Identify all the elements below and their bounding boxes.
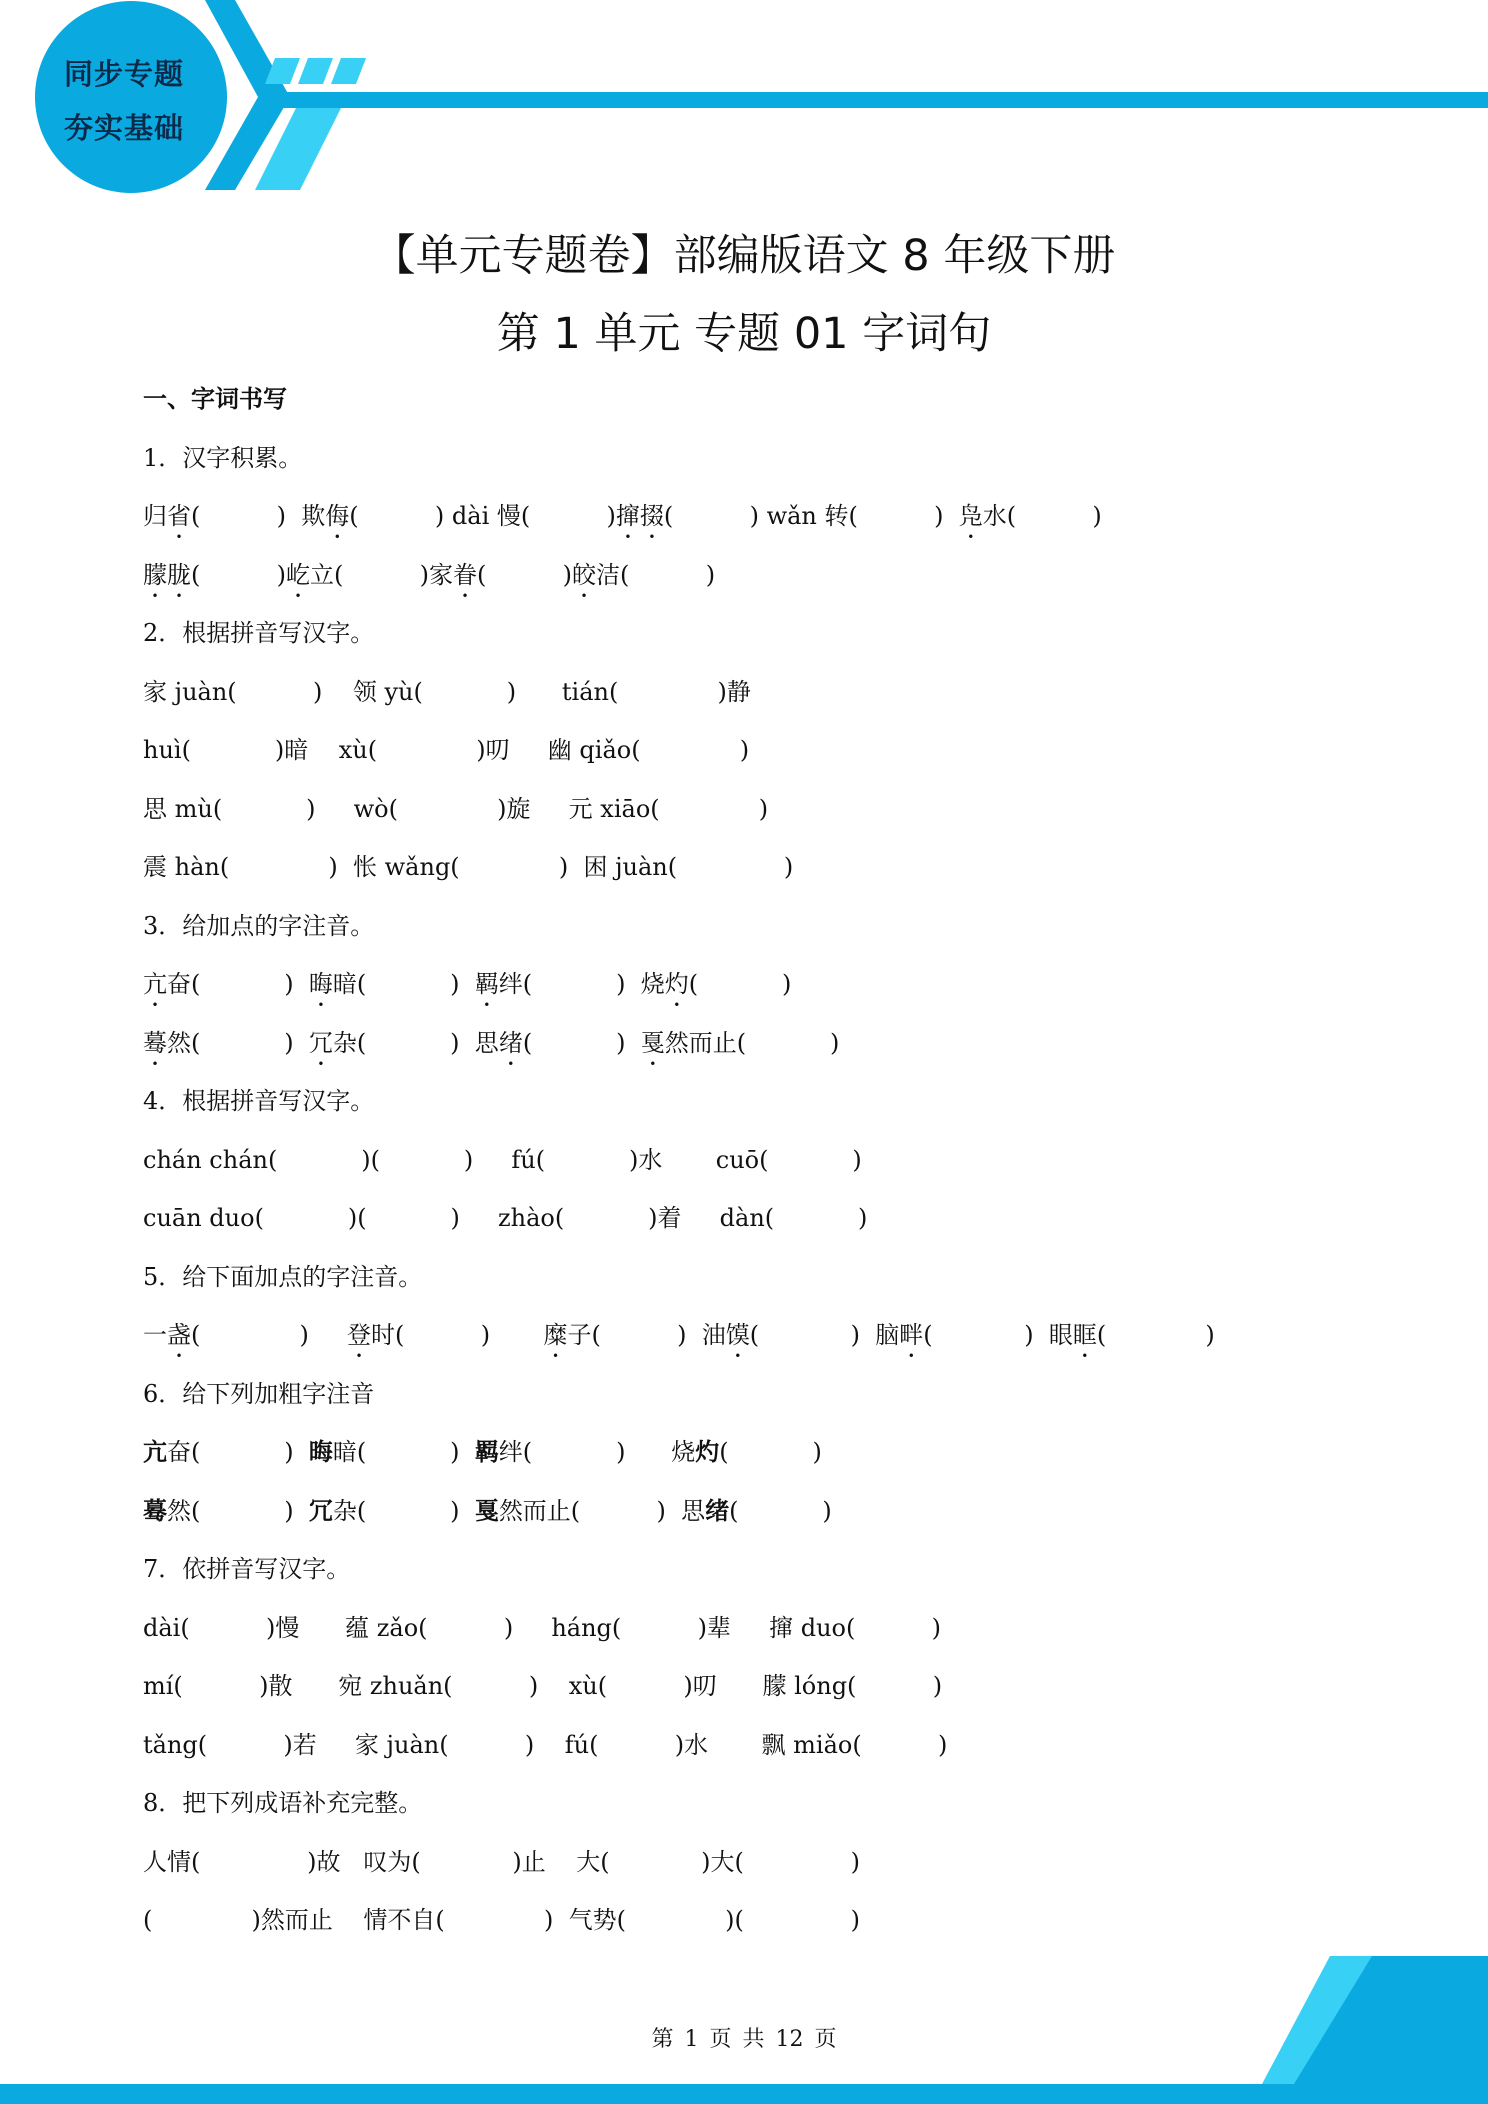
emphasized-char: 掇 — [639, 502, 664, 530]
emphasized-char: 糜 — [543, 1321, 568, 1349]
question-title: 8．把下列成语补充完整。 — [143, 1789, 423, 1817]
text-segment: ( ) — [729, 1496, 832, 1525]
text-segment: 然而止( ) — [664, 1028, 840, 1057]
text-segment: ( ) wǎn 转( ) — [663, 502, 959, 530]
text-segment: ( ) dài 慢( ) — [349, 502, 616, 530]
question-row — [143, 955, 1363, 1014]
question-row: cuān duo( )( ) zhào( )着 dàn( ) — [143, 1204, 868, 1232]
question-title: 2．根据拼音写汉字。 — [143, 619, 375, 647]
bold-char: 亢 — [143, 1438, 167, 1466]
emphasized-char: 蓦 — [143, 1028, 167, 1057]
question-row: tǎng( )若 家 juàn( ) fú( )水 飘 miǎo( ) — [143, 1730, 948, 1759]
text-segment: 奋( ) — [167, 1438, 309, 1466]
question-title: 7．依拼音写汉字。 — [143, 1555, 351, 1583]
text-segment: 立( )家 — [310, 560, 454, 589]
text-segment: 洁( ) — [596, 560, 716, 589]
header-stripe-2 — [298, 58, 333, 84]
worksheet-content — [143, 370, 1363, 1950]
header-decoration — [0, 0, 1488, 200]
text-segment: ( ) — [1096, 1321, 1215, 1349]
question-row — [143, 1482, 1363, 1541]
text-segment: 绊( ) 烧 — [498, 1438, 696, 1466]
text-segment: 杂( ) — [332, 1496, 475, 1525]
question-row — [143, 1423, 1363, 1482]
emphasized-char: 眷 — [453, 560, 478, 589]
question-title: 3．给加点的字注音。 — [143, 911, 375, 940]
emphasized-char: 屹 — [286, 560, 311, 589]
question-row: mí( )散 宛 zhuǎn( ) xù( )叨 朦 lóng( ) — [143, 1672, 943, 1700]
question-title: 1．汉字积累。 — [143, 443, 303, 472]
question-8 — [143, 1774, 1363, 1950]
emphasized-char: 冗 — [308, 1028, 333, 1057]
bold-char: 羁 — [474, 1438, 499, 1466]
text-segment: 归 — [143, 502, 167, 530]
text-segment: ( ) 眼 — [923, 1321, 1073, 1349]
header-line — [272, 92, 1488, 108]
header-badge — [35, 1, 227, 193]
question-row — [143, 1014, 1363, 1073]
question-7 — [143, 1540, 1363, 1774]
badge-line-2: 夯实基础 — [63, 111, 184, 145]
text-segment: ( ) — [719, 1438, 822, 1466]
emphasized-char: 眶 — [1072, 1321, 1097, 1349]
text-segment: ( ) — [191, 1321, 348, 1349]
bold-char: 蓦 — [143, 1496, 167, 1525]
text-segment: 水( ) — [982, 502, 1102, 530]
emphasized-char: 畔 — [899, 1321, 924, 1349]
emphasized-char: 省 — [167, 502, 191, 530]
bold-char: 晦 — [308, 1438, 333, 1466]
section-heading: 一、字词书写 — [143, 385, 287, 413]
question-row: huì( )暗 xù( )叨 幽 qiǎo( ) — [143, 736, 750, 764]
text-segment: 暗( ) — [332, 1438, 475, 1466]
emphasized-char: 胧 — [167, 560, 191, 589]
question-row — [143, 546, 1363, 605]
emphasized-char: 灼 — [664, 970, 689, 998]
question-row: dài( )慢 蕴 zǎo( ) háng( )辈 撺 duo( ) — [143, 1613, 941, 1642]
badge-line-1: 同步专题 — [63, 57, 184, 91]
emphasized-char: 晦 — [308, 970, 333, 998]
emphasized-char: 登 — [347, 1321, 372, 1349]
bold-char: 绪 — [705, 1496, 730, 1525]
question-row — [143, 1306, 1363, 1365]
text-segment: 奋( ) — [167, 970, 309, 998]
emphasized-char: 侮 — [325, 502, 350, 530]
document-title: 【单元专题卷】部编版语文 8 年级下册 — [372, 231, 1116, 281]
text-segment: 时( ) — [371, 1321, 544, 1349]
text-segment: ( ) 脑 — [749, 1321, 900, 1349]
bold-char: 戛 — [474, 1496, 499, 1525]
text-segment: 然( ) — [167, 1496, 309, 1525]
emphasized-char: 皎 — [572, 560, 597, 589]
text-segment: ( ) — [191, 560, 287, 589]
text-segment: 暗( ) — [332, 970, 475, 998]
emphasized-char: 凫 — [958, 502, 983, 530]
text-segment: 然而止( ) 思 — [498, 1496, 706, 1525]
question-title: 4．根据拼音写汉字。 — [143, 1087, 375, 1115]
emphasized-char: 撺 — [615, 502, 640, 530]
question-row: 思 mù( ) wò( )旋 元 xiāo( ) — [143, 794, 769, 823]
text-segment: ( ) — [477, 560, 573, 589]
document-subtitle: 第 1 单元 专题 01 字词句 — [496, 309, 992, 359]
question-row: 震 hàn( ) 怅 wǎng( ) 困 juàn( ) — [143, 853, 794, 881]
bold-char: 灼 — [695, 1438, 720, 1466]
question-6 — [143, 1365, 1363, 1541]
question-row: 家 juàn( ) 领 yù( ) tián( )静 — [143, 677, 751, 706]
page-number: 第 1 页 共 12 页 — [651, 2027, 837, 2052]
bold-char: 冗 — [308, 1496, 333, 1525]
text-segment: 然( ) — [167, 1028, 309, 1057]
text-segment: 一 — [143, 1321, 167, 1349]
text-segment: ( ) — [522, 1028, 641, 1057]
question-2 — [143, 604, 1363, 897]
question-4 — [143, 1072, 1363, 1248]
footer-line — [0, 2084, 1488, 2104]
emphasized-char: 羁 — [474, 970, 499, 998]
text-segment: 绊( ) 烧 — [498, 970, 665, 998]
emphasized-char: 朦 — [143, 560, 167, 589]
text-segment: ( ) — [688, 970, 792, 998]
text-segment: 杂( ) 思 — [332, 1028, 499, 1057]
question-row: chán chán( )( ) fú( )水 cuō( ) — [143, 1145, 862, 1174]
question-5 — [143, 1248, 1363, 1365]
emphasized-char: 亢 — [143, 970, 167, 998]
text-segment: ( ) 欺 — [191, 502, 326, 530]
header-stripe-1 — [265, 58, 300, 84]
question-3 — [143, 897, 1363, 1073]
question-title: 5．给下面加点的字注音。 — [143, 1262, 423, 1291]
question-row — [143, 487, 1363, 546]
text-segment: 子( ) 油 — [567, 1321, 726, 1349]
question-row: 人情( )故 叹为( )止 大( )大( ) — [143, 1847, 861, 1876]
question-row: ( )然而止 情不自( ) 气势( )( ) — [143, 1906, 861, 1934]
emphasized-char: 绪 — [498, 1028, 523, 1057]
question-1 — [143, 429, 1363, 605]
emphasized-char: 馍 — [725, 1321, 750, 1349]
emphasized-char: 戛 — [640, 1028, 665, 1057]
emphasized-char: 盏 — [167, 1321, 191, 1349]
header-stripe-3 — [331, 58, 366, 84]
question-title: 6．给下列加粗字注音 — [143, 1379, 375, 1408]
